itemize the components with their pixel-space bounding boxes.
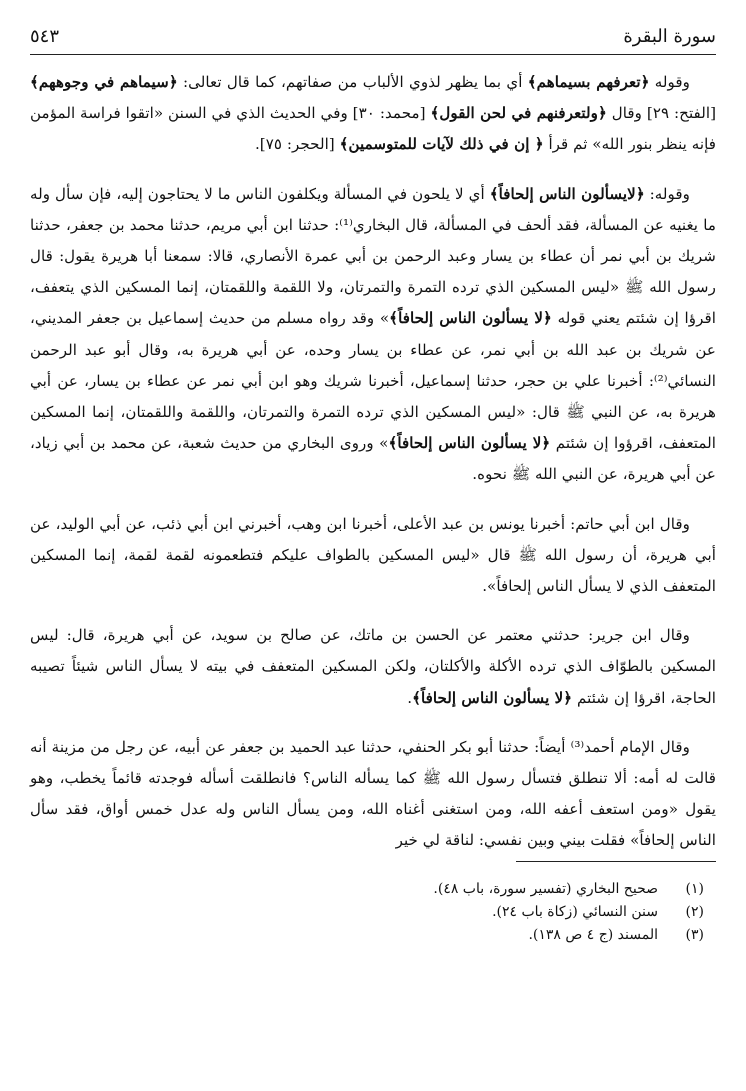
- paragraph-gap: [30, 714, 716, 732]
- paragraph-gap: [30, 491, 716, 509]
- footnote: [30, 924, 716, 947]
- paragraph: [30, 732, 716, 857]
- quran-quote: ﴿سيماهم في وجوههم﴾: [30, 73, 178, 91]
- surah-title: سورة البقرة: [623, 26, 716, 47]
- quran-quote: ﴿ إن في ذلك لآيات للمتوسمين﴾: [339, 135, 544, 154]
- text-run: وقوله: [649, 73, 690, 91]
- footnote-number: (٣): [685, 926, 704, 943]
- text-run: وقال الإمام أحمد⁽³⁾ أيضاً: حدثنا أبو بكر الحنفي، حدثنا عبد الحميد بن جعفر عن أبيه، عن رجل من مزينة أنه قالت له أمه: ألا تنطلق فتسأل رسول الله ﷺ كما يسأله الناس؟ فانطلقت أسأله فوجدته قائماً يخطب، وهو يقول «ومن استعف أعفه الله، ومن استغنى أغناه الله، ومن يسأل الناس وله عدل خمس أواق، فقد سأل الناس إلحافاً» فقلت بيني وبين نفسي: لناقة لي خير: [30, 737, 716, 850]
- quran-quote: ﴿لا يسألون الناس إلحافاً﴾: [389, 309, 552, 328]
- text-run: أي بما يظهر لذوي الألباب من صفاتهم، كما قال تعالى:: [177, 73, 528, 91]
- footnote-number: (١): [685, 880, 704, 897]
- quran-quote: ﴿لا يسألون الناس إلحافاً﴾: [412, 688, 573, 707]
- footnotes: [30, 878, 716, 947]
- text-run: وقال ابن جرير: حدثني معتمر عن الحسن بن ماتك، عن صالح بن سويد، عن أبي هريرة، قال: ليس المسكين بالطوّاف الذي ترده الأكلة والأكلتان، ولكن المسكين المتعفف في بيته لا يسأل الناس شيئاً تصيبه الحاجة، اقرؤا إن شئتم: [30, 626, 716, 707]
- paragraph: [30, 620, 716, 714]
- paragraph-gap: [30, 602, 716, 620]
- text-run: [الحجر: ٧٥].: [254, 135, 340, 154]
- page-header: [30, 24, 716, 55]
- quran-quote: ﴿لايسألون الناس إلحافاً﴾: [489, 184, 645, 203]
- text-run: » وروى البخاري من حديث شعبة، عن محمد بن أبي زياد، عن أبي هريرة، عن النبي الله ﷺ نحوه.: [30, 434, 716, 484]
- text-run: [الفتح: ٢٩] وقال: [606, 104, 716, 123]
- text-run: .: [407, 688, 413, 707]
- footnote-divider: [516, 861, 716, 862]
- footnote: [30, 901, 716, 924]
- paragraph: [30, 67, 716, 161]
- book-page: [30, 24, 716, 947]
- quran-quote: ﴿لا يسألون الناس إلحافاً﴾: [388, 434, 551, 453]
- footnote-text: سنن النسائي (زكاة باب ٢٤).: [492, 903, 658, 920]
- quran-quote: ﴿تعرفهم بسيماهم﴾: [527, 73, 650, 91]
- paragraph-gap: [30, 161, 716, 179]
- page-number: ٥٤٣: [30, 26, 60, 47]
- footnote: [30, 878, 716, 901]
- text-run: وقال ابن أبي حاتم: أخبرنا يونس بن عبد الأعلى، أخبرنا ابن وهب، أخبرني ابن أبي ذئب، عن أبي الوليد، عن أبي هريرة، أن رسول الله ﷺ قال «ليس المسكين بالطواف عليكم فتطعمونه لقمة لقمة، إنما المسكين المتعفف الذي لا يسأل الناس إلحافاً».: [30, 514, 716, 596]
- text-run: [محمد: ٣٠] وفي الحديث الذي في السنن «اتقوا فراسة المؤمن فإنه ينظر بنور الله» ثم قرأ: [30, 104, 716, 154]
- footnote-text: صحيح البخاري (تفسير سورة، باب ٤٨).: [433, 880, 658, 897]
- text-run: أي لا يلحون في المسألة ويكلفون الناس ما لا يحتاجون إليه، فإن سأل وله ما يغنيه عن المسألة، فقد ألحف في المسألة، قال البخاري⁽¹⁾: حدثنا ابن أبي مريم، حدثنا محمد بن جعفر، حدثنا شريك بن أبي نمر أن عطاء بن يسار وعبد الرحمن بن أبي عمرة الأنصاري، قالا: سمعنا أبا هريرة يقول: قال رسول الله ﷺ «ليس المسكين الذي ترده التمرة والتمرتان، ولا اللقمة واللقمتان، إنما المسكين الذي يتعفف، اقرؤا إن شئتم يعني قوله: [30, 184, 716, 328]
- paragraph: [30, 509, 716, 603]
- text-run: وقوله:: [644, 184, 690, 203]
- paragraph: [30, 179, 716, 491]
- quran-quote: ﴿ولتعرفنهم في لحن القول﴾: [430, 104, 607, 123]
- footnote-text: المسند (ج ٤ ص ١٣٨).: [528, 926, 658, 943]
- text-run: » وقد رواه مسلم من حديث إسماعيل بن جعفر المديني، عن شريك بن عبد الله بن أبي نمر، عن عطاء بن يسار وحده، عن أبي هريرة به، وقال أبو عبد الرحمن النسائي⁽²⁾: أخبرنا علي بن حجر، حدثنا إسماعيل، أخبرنا شريك وهو ابن أبي نمر عن عطاء بن يسار، عن أبي هريرة به، عن النبي ﷺ قال: «ليس المسكين الذي ترده التمرة والتمرتان، واللقمة واللقمتان، إنما المسكين المتعفف، اقرؤوا إن شئتم: [30, 309, 716, 453]
- main-text: [30, 67, 716, 857]
- footnote-number: (٢): [685, 903, 704, 920]
